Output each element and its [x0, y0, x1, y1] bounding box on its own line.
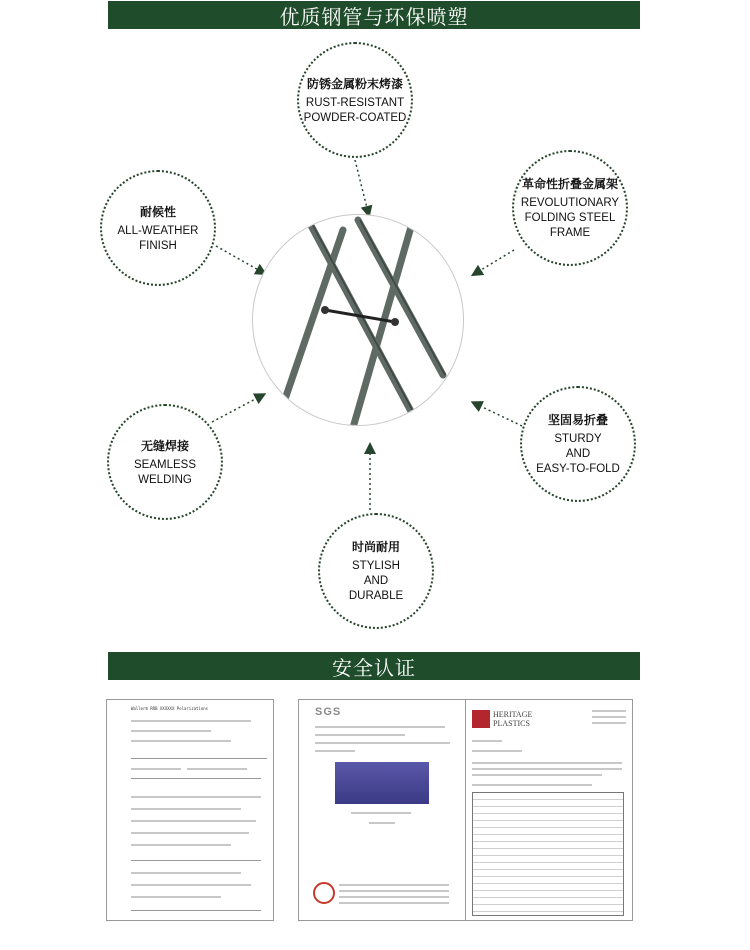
folding-frame-illustration: [253, 215, 463, 425]
section-banner-quality: [108, 1, 640, 29]
section-banner-certification: [108, 652, 640, 680]
feature-rust-resistant: [297, 42, 413, 158]
substance-table: [472, 792, 624, 916]
feature-en-label: RUST-RESISTANT POWDER-COATED: [303, 96, 407, 124]
feature-cn-label: 革命性折叠金属架: [521, 177, 618, 191]
certificate-document-sgs: [298, 699, 466, 921]
banner-title: 安全认证: [332, 655, 416, 680]
feature-seamless-welding: [107, 404, 223, 520]
feature-en-label: STURDY AND EASY-TO-FOLD: [536, 433, 620, 475]
feature-folding-frame: [512, 150, 628, 266]
feature-cn-label: 耐候性: [139, 204, 176, 219]
feature-cn-label: 防锈金属粉末烤漆: [306, 76, 403, 91]
banner-title: 优质钢管与环保喷塑: [279, 4, 469, 29]
feature-en-label: REVOLUTIONARY FOLDING STEEL FRAME: [520, 197, 620, 239]
feature-all-weather: [100, 170, 216, 286]
feature-en-label: STYLISH AND DURABLE: [348, 560, 404, 602]
certificate-document-heritage: [465, 699, 633, 921]
feature-en-label: ALL-WEATHER FINISH: [117, 224, 199, 252]
heritage-logo-text: HERITAGE PLASTICS: [493, 710, 533, 728]
feature-cn-label: 坚固易折叠: [547, 413, 608, 427]
certificate-heading: Waller® RRB XXXXXX Polarizations: [131, 706, 209, 711]
certificate-document-1: [106, 699, 274, 921]
feature-en-label: SEAMLESS WELDING: [134, 458, 196, 486]
test-sample-photo: [335, 762, 429, 804]
heritage-logo-icon: [472, 710, 490, 728]
feature-sturdy-folding: [520, 386, 636, 502]
steel-frame-closeup-image: [252, 214, 464, 426]
official-seal-icon: [313, 882, 335, 904]
feature-stylish-durable: [318, 513, 434, 629]
feature-cn-label: 时尚耐用: [351, 540, 400, 554]
feature-cn-label: 无缝焊接: [140, 438, 189, 453]
sgs-logo: SGS: [315, 706, 342, 718]
